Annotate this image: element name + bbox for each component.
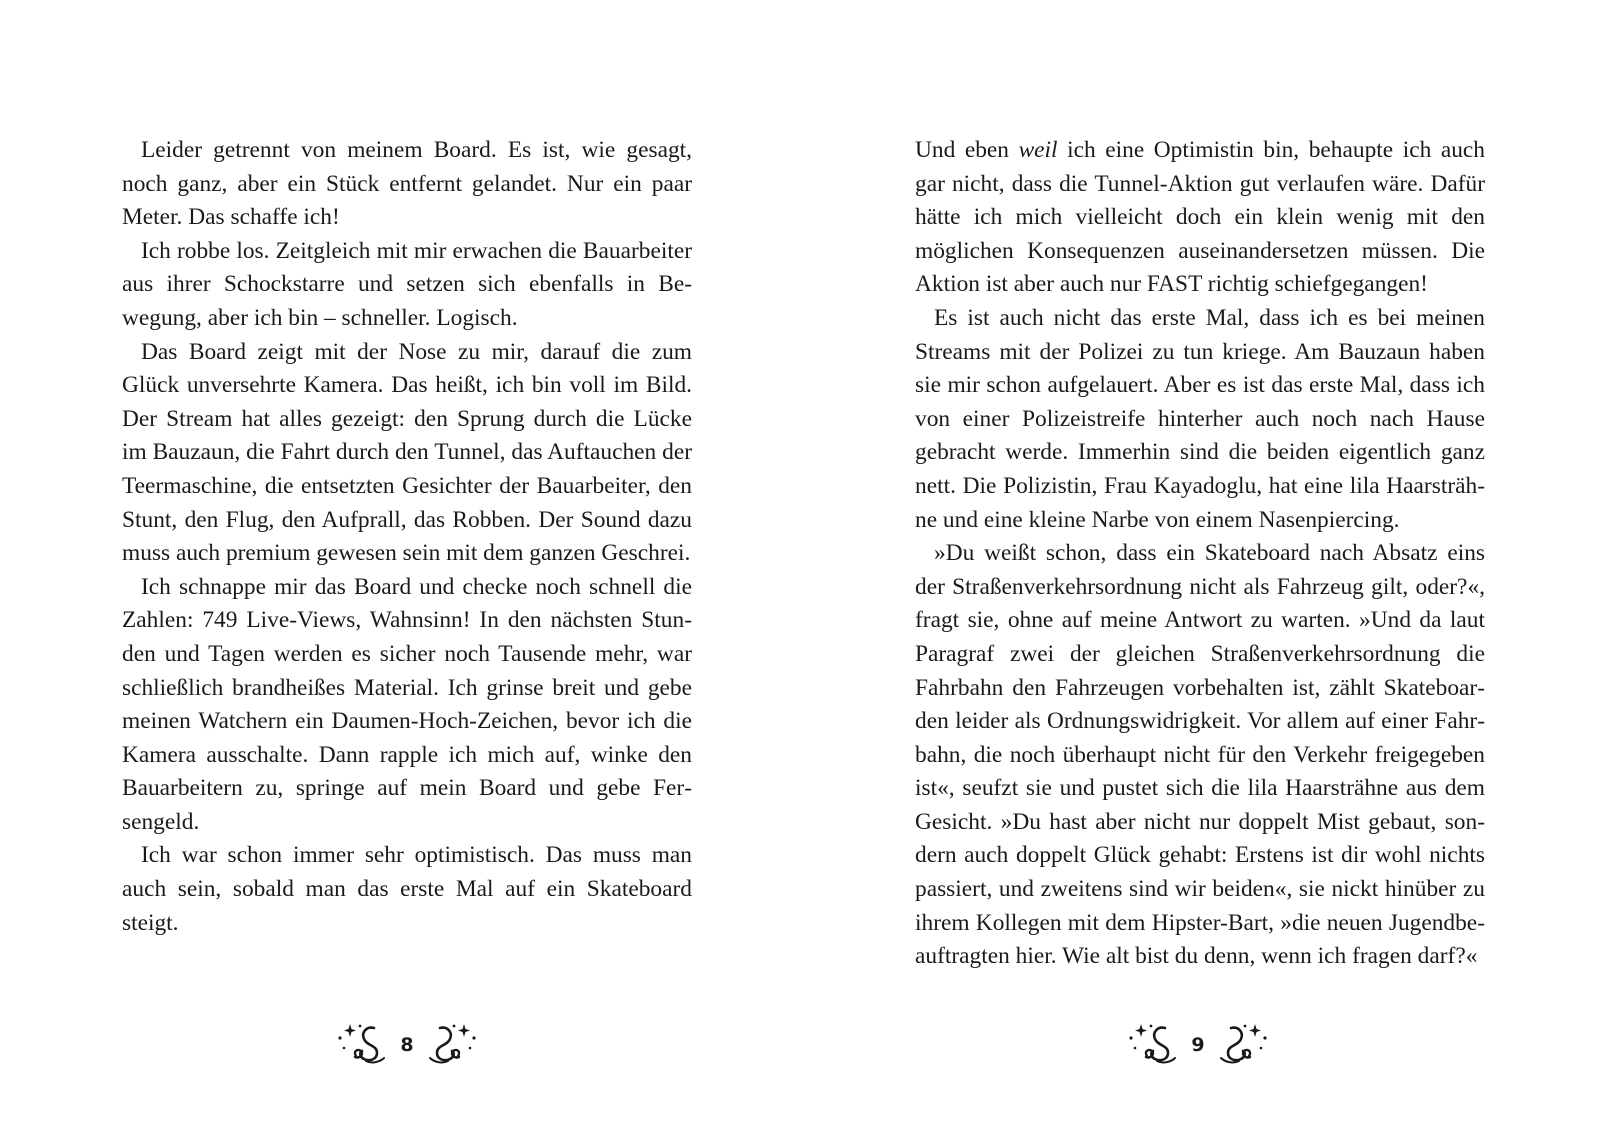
left-paragraph-5: Ich war schon immer sehr optimistisch. Das muss man auch sein, sobald man das erste Mal auf ein Skateboard steigt.: [122, 842, 692, 936]
page-number-ornament-left: [317, 1018, 497, 1068]
page-number: 9: [1191, 1034, 1205, 1056]
right-page: [915, 134, 1485, 974]
right-paragraph-3: »Du weißt schon, dass ein Skateboard nach Absatz eins der Straßenverkehrsordnung nicht als Fahrzeug gilt, oder?«, fragt sie, ohne auf meine Antwort zu warten. »Und da laut Paragraf zwei der gleichen Straßenverkehrsordnung die Fahrbahn den Fahrzeugen vorbehalten ist, zählt Skateboarden leider als Ordnungswidrigkeit. Vor allem auf einer Fahrbahn, die noch überhaupt nicht für den Verkehr freigegeben ist«, seufzt sie und pustet sich die lila Haarsträhne aus dem Gesicht. »Du hast aber nicht nur doppelt Mist gebaut, sondern auch doppelt Glück gehabt: Erstens ist dir wohl nichts passiert, und zweitens sind wir beiden«, sie nickt hinüber zu ihrem Kollegen mit dem Hipster-Bart, »die neuen Jugendbeauftragten hier. Wie alt bist du denn, wenn ich fragen darf?«: [915, 540, 1485, 970]
left-paragraph-4: Ich schnappe mir das Board und checke noch schnell die Zahlen: 749 Live-Views, Wahnsinn! In den nächsten Stunden und Tagen werden es sicher noch Tausende mehr, war schließlich brandheißes Material. Ich grinse breit und gebe meinen Watchern ein Daumen-Hoch-Zeichen, bevor ich die Kamera ausschalte. Dann rapple ich mich auf, winke den Bauarbeitern zu, springe auf mein Board und gebe Fersengeld.: [122, 573, 692, 835]
flourish-sparkle-right-icon: [426, 1020, 478, 1066]
flourish-sparkle-right-icon: [1217, 1020, 1269, 1066]
right-paragraph-1: [915, 134, 1485, 302]
emphasis-word: weil: [1018, 137, 1058, 163]
right-paragraph-1-start: Und eben: [915, 137, 1019, 163]
right-paragraph-1-rest: ich eine Optimistin bin, behaupte ich auch gar nicht, dass die Tunnel-Aktion gut verlaufen wäre. Dafür hätte ich mich vielleicht doch ein klein wenig mit den möglichen Konsequenzen auseinandersetzen müssen. Die Aktion ist aber auch nur FAST richtig schiefgegangen!: [915, 137, 1486, 298]
flourish-sparkle-left-icon: [1127, 1020, 1179, 1066]
page-number-ornament-right: [1108, 1018, 1288, 1068]
page-number: 8: [400, 1034, 414, 1056]
left-page: [122, 134, 692, 940]
right-paragraph-2: Es ist auch nicht das erste Mal, dass ich es bei meinen Streams mit der Polizei zu tun kriege. Am Bauzaun haben sie mir schon aufgelauert. Aber es ist das erste Mal, dass ich von einer Polizeistreife hinterher auch noch nach Hause gebracht werde. Immerhin sind die beiden eigentlich ganz nett. Die Polizistin, Frau Kayadoglu, hat eine lila Haarsträhne und eine kleine Narbe von einem Nasenpiercing.: [915, 304, 1485, 533]
left-paragraph-3: Das Board zeigt mit der Nose zu mir, darauf die zum Glück unversehrte Kamera. Das heißt, ich bin voll im Bild. Der Stream hat alles gezeigt: den Sprung durch die Lücke im Bauzaun, die Fahrt durch den Tunnel, das Auftauchen der Teermaschine, die entsetzten Gesichter der Bauarbeiter, den Stunt, den Flug, den Aufprall, das Robben. Der Sound dazu muss auch premium gewesen sein mit dem ganzen Geschrei.: [122, 338, 692, 567]
left-paragraph-2: Ich robbe los. Zeitgleich mit mir erwachen die Bauarbeiter aus ihrer Schockstarre und setzen sich ebenfalls in Bewegung, aber ich bin – schneller. Logisch.: [122, 237, 692, 331]
left-paragraph-1: Leider getrennt von meinem Board. Es ist, wie gesagt, noch ganz, aber ein Stück entfernt gelandet. Nur ein paar Meter. Das schaffe ich!: [122, 137, 692, 231]
flourish-sparkle-left-icon: [336, 1020, 388, 1066]
